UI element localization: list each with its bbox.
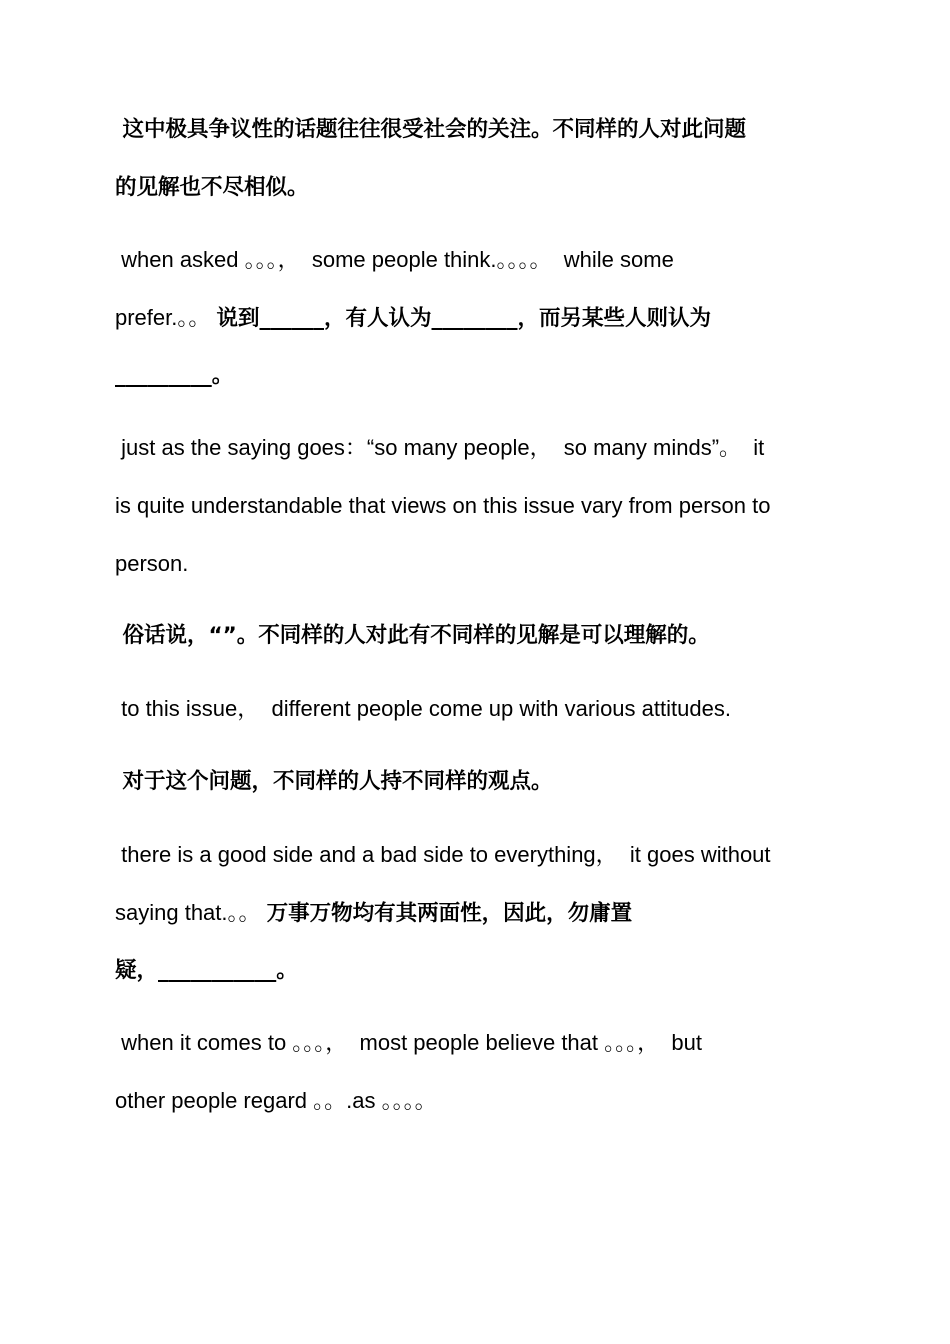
text-line: to this issue， different people come up with various attitudes. xyxy=(115,696,731,721)
text-line: just as the saying goes：“so many people， so many minds”。 it xyxy=(115,435,765,460)
text-segment-cn: 说到______，有人认为________，而另某些人则认为 xyxy=(216,306,711,331)
text-line-mixed xyxy=(115,884,835,942)
paragraph-good-bad-side xyxy=(115,826,835,1000)
text-line-mixed xyxy=(115,289,835,347)
text-line: there is a good side and a bad side to everything， it goes without xyxy=(115,842,771,867)
paragraph-when-asked xyxy=(115,231,835,405)
text-line: person. xyxy=(115,551,189,576)
paragraph-saying-goes xyxy=(115,419,835,593)
text-line: 这中极具争议性的话题往往很受社会的关注。不同样的人对此问题 xyxy=(115,117,746,142)
text-line: 俗话说，“”。不同样的人对此有不同样的见解是可以理解的。 xyxy=(115,623,710,648)
paragraph-controversial-topic xyxy=(115,101,835,217)
text-segment-en: saying that.。。 xyxy=(115,900,267,925)
text-line: other people regard 。。.as 。。。。 xyxy=(115,1088,437,1113)
text-line: 疑，___________。 xyxy=(115,958,298,983)
text-segment-cn: 万事万物均有其两面性，因此，勿庸置 xyxy=(266,901,633,926)
text-line: 的见解也不尽相似。 xyxy=(115,175,309,200)
text-line: _________。 xyxy=(115,363,234,388)
paragraph-to-this-issue xyxy=(115,680,835,738)
text-segment-en: prefer.。。 xyxy=(115,305,217,330)
paragraph-when-it-comes-to xyxy=(115,1014,835,1130)
text-line: is quite understandable that views on this issue vary from person to xyxy=(115,493,771,518)
text-line: 对于这个问题，不同样的人持不同样的观点。 xyxy=(115,769,553,794)
paragraph-proverb-cn xyxy=(115,607,835,665)
text-line: when asked 。。。， some people think.。。。。 while some xyxy=(115,247,674,272)
text-line: when it comes to 。。。， most people believe that 。。。， but xyxy=(115,1030,702,1055)
paragraph-different-views-cn xyxy=(115,753,835,811)
